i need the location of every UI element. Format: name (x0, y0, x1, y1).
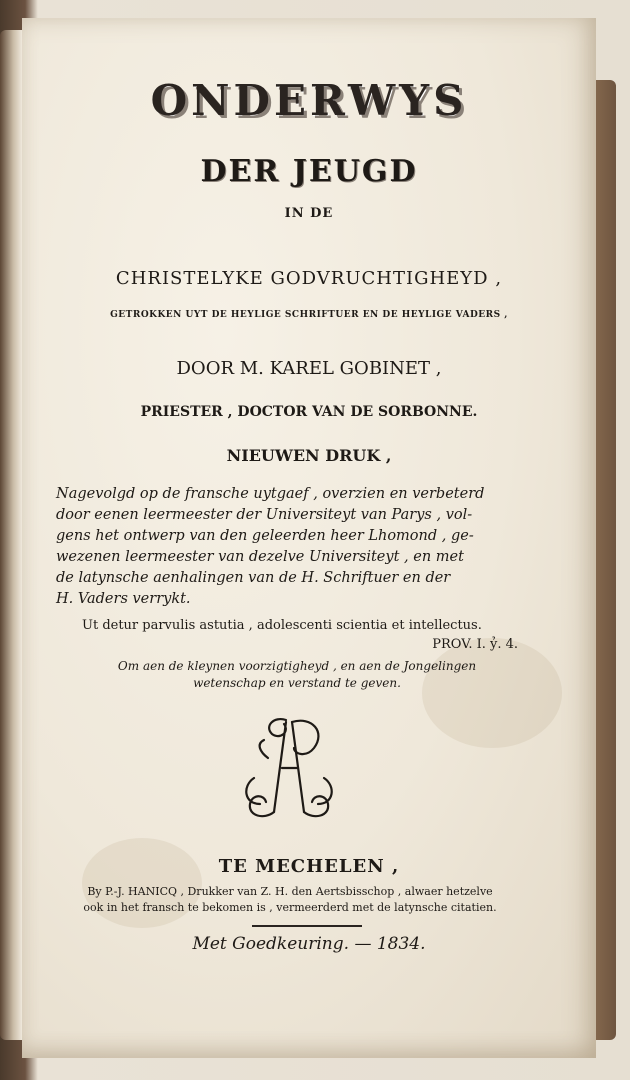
place-of-publication: TE MECHELEN , (218, 856, 400, 877)
edition-line: NIEUWEN DRUK , (226, 446, 392, 465)
printer-monogram-icon (234, 708, 344, 828)
book-title-line2: DER JEUGD (200, 154, 418, 189)
printer-line: By P.-J. HANICQ , Drukker van Z. H. den Aertsbisschop , alwaer hetzelve (87, 885, 493, 898)
subject-line: CHRISTELYKE GODVRUCHTIGHEYD , (115, 268, 503, 289)
latin-reference: PROV. I. ỷ. 4. (432, 637, 518, 652)
author-line: DOOR M. KAREL GOBINET , (176, 358, 442, 379)
description-line: wezenen leermeester van dezelve Universiteyt , en met (56, 549, 464, 565)
divider-rule (252, 925, 362, 927)
title-page (22, 18, 596, 1058)
description-line: de latynsche aenhalingen van de H. Schriftuer en der (56, 570, 451, 586)
latin-quote: Ut detur parvulis astutia , adolescenti scientia et intellectus. (82, 618, 482, 633)
author-title-line: PRIESTER , DOCTOR VAN DE SORBONNE. (140, 404, 478, 420)
in-de-text: IN DE (284, 206, 334, 221)
book-title-line1: ONDERWYS (150, 76, 468, 125)
printer-line: ook in het fransch te bekomen is , vermeerderd met de latynsche citatien. (83, 901, 497, 914)
dutch-quote-line: wetenschap en verstand te geven. (193, 676, 401, 690)
dutch-epigraph (62, 658, 532, 692)
approval-line: Met Goedkeuring. — 1834. (192, 934, 426, 954)
description-line: door eenen leermeester der Universiteyt van Parys , vol- (56, 507, 473, 523)
latin-epigraph (82, 616, 522, 654)
edition-description (56, 484, 522, 610)
book-spine-edge (0, 30, 22, 1040)
description-line: Nagevolgd op de fransche uytgaef , overzien en verbeterd (56, 486, 485, 502)
dutch-quote-line: Om aen de kleynen voorzigtigheyd , en aen de Jongelingen (117, 659, 477, 673)
paper-stain (422, 638, 562, 748)
description-line: H. Vaders verrykt. (56, 591, 191, 607)
source-line: GETROKKEN UYT DE HEYLIGE SCHRIFTUER EN DE HEYLIGE VADERS , (110, 310, 508, 320)
printer-imprint (52, 884, 528, 916)
description-line: gens het ontwerp van den geleerden heer Lhomond , ge- (56, 528, 474, 544)
